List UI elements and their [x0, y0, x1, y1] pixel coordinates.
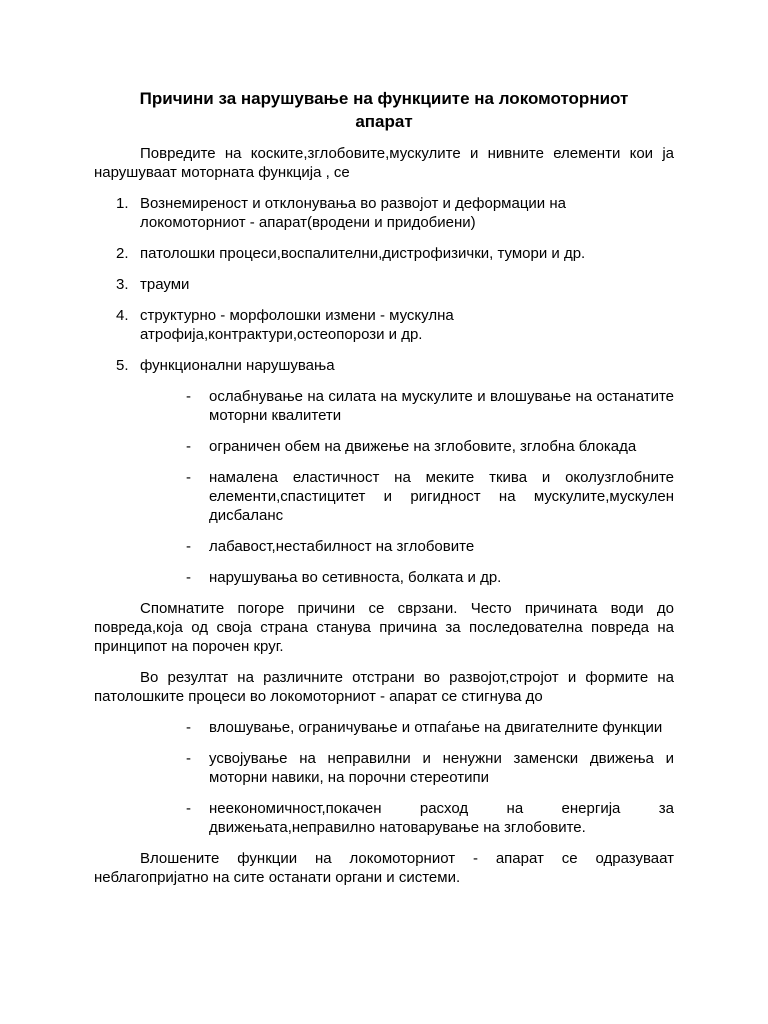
causes-list: [94, 194, 674, 375]
list-item-text: намалена еластичност на меките ткива и околузглобните елементи,спастицитет и ригидност на мускулите,мускулен дисбаланс: [209, 469, 674, 524]
intro-paragraph: Повредите на коските,зглобовите,мускулите и нивните елементи кои ја нарушуваат моторната функција , се: [94, 145, 674, 181]
document-title: Причини за нарушување на функциите на локомоторниот апарат: [139, 89, 629, 131]
list-item-text: нарушувања во сетивноста, болката и др.: [209, 569, 502, 586]
list-marker: -: [186, 750, 191, 767]
list-marker: -: [186, 538, 191, 555]
list-marker: -: [186, 719, 191, 736]
list-item: [94, 437, 674, 456]
list-item: [94, 749, 674, 787]
list-item: [94, 568, 674, 587]
list-marker: -: [186, 388, 191, 405]
consequences-list: [94, 718, 674, 837]
list-item-text: трауми: [140, 276, 190, 293]
list-item-text: усвојување на неправилни и ненужни заменски движења и моторни навики, на порочни стереотипи: [209, 750, 674, 786]
list-item-text: Вознемиреност и отклонувања во развојот и деформации на локомоторниот - апарат(вродени и придобиени): [140, 195, 566, 231]
list-marker: 4.: [116, 307, 129, 324]
list-marker: 5.: [116, 357, 129, 374]
list-item-text: неекономичност,покачен расход на енергија за движењата,неправилно натоварување на зглобовите.: [209, 800, 674, 836]
list-marker: 1.: [116, 195, 129, 212]
paragraph-conclusion: Влошените функции на локомоторниот - апарат се одразуваат неблагопријатно на сите останати органи и системи.: [94, 850, 674, 886]
list-marker: -: [186, 800, 191, 817]
paragraph-vicious-circle: Спомнатите погоре причини се сврзани. Често причината води до повреда,која од своја страна станува причина за последователна повреда на принципот на порочен круг.: [94, 600, 674, 655]
list-item-text: функционални нарушувања: [140, 357, 335, 374]
document-body: [94, 87, 674, 887]
list-item-text: влошување, ограничување и отпаѓање на двигателните функции: [209, 719, 663, 736]
list-item: [94, 537, 674, 556]
list-item-text: патолошки процеси,воспалителни,дистрофизички, тумори и др.: [140, 245, 586, 262]
list-marker: -: [186, 469, 191, 486]
list-item: [94, 275, 674, 294]
list-item-text: ослабнување на силата на мускулите и влошување на останатите моторни квалитети: [209, 388, 674, 424]
list-item-text: ограничен обем на движење на зглобовите, зглобна блокада: [209, 438, 637, 455]
list-item: [94, 718, 674, 737]
list-item-text: структурно - морфолошки измени - мускулна атрофија,контрактури,остеопорози и др.: [140, 307, 454, 343]
list-marker: 3.: [116, 276, 129, 293]
list-item: [94, 799, 674, 837]
list-item: [94, 306, 674, 344]
list-marker: -: [186, 569, 191, 586]
list-item-text: лабавост,нестабилност на зглобовите: [209, 538, 475, 555]
list-marker: -: [186, 438, 191, 455]
list-item: [94, 387, 674, 425]
paragraph-consequences: Во резултат на различните отстрани во развојот,стројот и формите на патолошките процеси во локомоторниот - апарат се стигнува до: [94, 669, 674, 705]
list-item: [94, 244, 674, 263]
list-marker: 2.: [116, 245, 129, 262]
functional-disorders-list: [94, 387, 674, 587]
list-item: [94, 356, 674, 375]
list-item: [94, 468, 674, 525]
list-item: [94, 194, 674, 232]
